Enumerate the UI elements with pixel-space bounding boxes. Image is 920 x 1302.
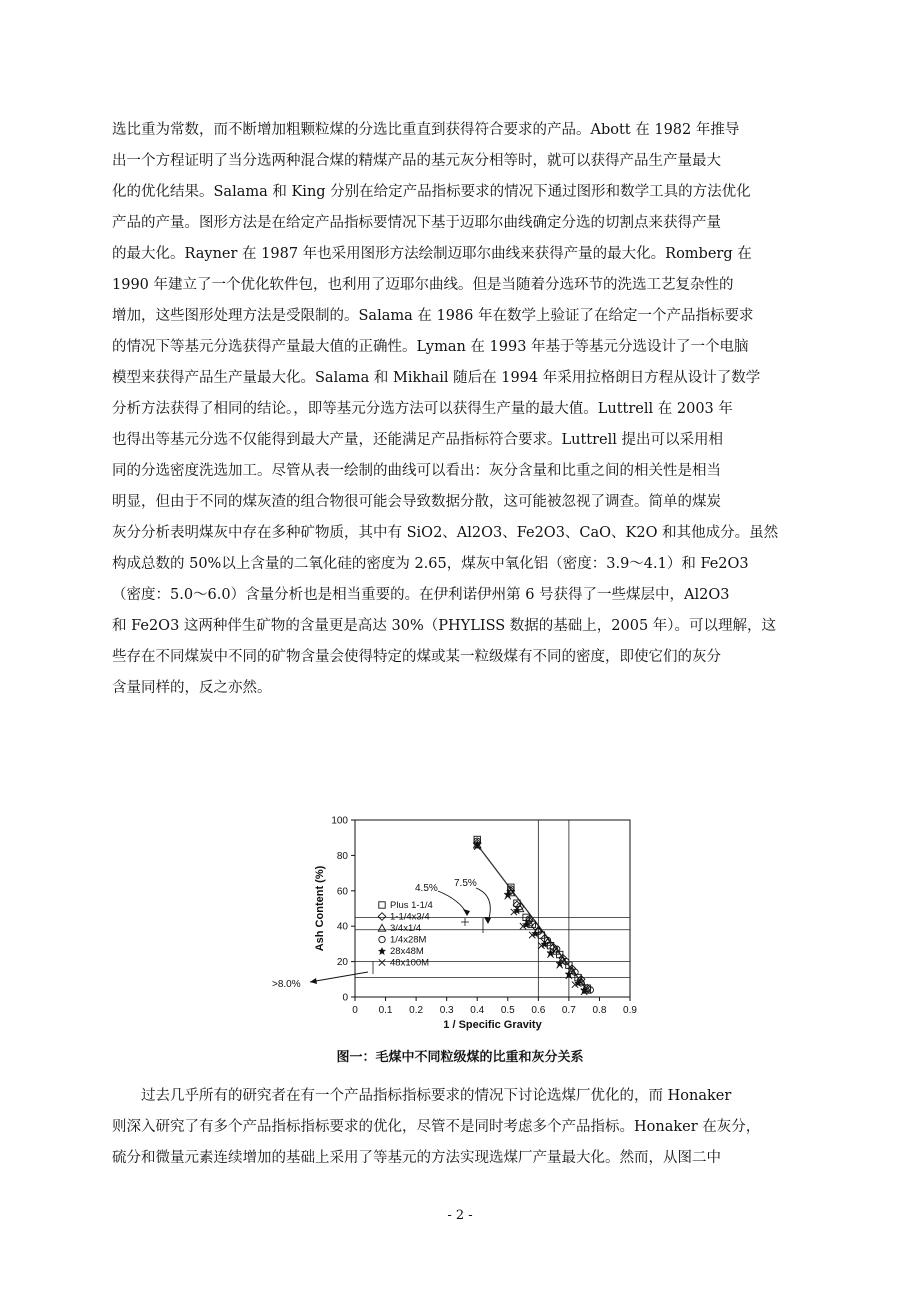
text-line: 增加，这些图形处理方法是受限制的。Salama 在 1986 年在数学上验证了在给定一个产品指标要求 [112,308,754,324]
annotation-label: 7.5% [454,878,477,889]
annotation-arrow [310,972,368,982]
text-line: 的情况下等基元分选获得产量最大值的正确性。Lyman 在 1993 年基于等基元分选设计了一个电脑 [112,339,749,355]
legend-marker [379,959,385,965]
text-line: 选比重为常数，而不断增加粗颗粒煤的分选比重直到获得符合要求的产品。Abott 在 1982 年推导 [112,122,740,138]
text-line: 硫分和微量元素连续增加的基础上采用了等基元的方法实现选煤厂产量最大化。然而，从图二中 [112,1150,721,1166]
legend-marker [379,936,385,942]
x-tick-label: 0.5 [500,1005,515,1016]
legend-marker [378,947,386,955]
legend-marker [379,902,385,908]
text-line: 过去几乎所有的研究者在有一个产品指标指标要求的情况下讨论选煤厂优化的，而 Honaker [112,1088,732,1104]
text-line: 些存在不同煤炭中不同的矿物含量会使得特定的煤或某一粒级煤有不同的密度，即使它们的灰分 [112,649,721,665]
x-tick-label: 0.2 [409,1005,424,1016]
range-bracket [461,918,469,926]
x-tick-label: 0 [352,1005,358,1016]
y-tick-label: 60 [336,886,348,898]
x-tick-label: 0.4 [470,1005,485,1016]
text-line: （密度：5.0～6.0）含量分析也是相当重要的。在伊利诺伊州第 6 号获得了一些煤层中，Al2O3 [112,587,730,603]
figure-caption: 图一：毛煤中不同粒级煤的比重和灰分关系 [336,1050,584,1065]
body-paragraph-1 [112,115,812,704]
text-line: 构成总数的 50%以上含量的二氧化硅的密度为 2.65，煤灰中氧化铝（密度：3.9～4.1）和 Fe2O3 [112,556,749,572]
text-line: 1990 年建立了一个优化软件包，也利用了迈耶尔曲线。但是当随着分选环节的洗选工艺复杂性的 [112,277,734,293]
legend-label: 1-1/4x3/4 [390,911,430,923]
legend-label: 48x100M [390,957,430,969]
text-line: 和 Fe2O3 这两种伴生矿物的含量更是高达 30%（PHYLISS 数据的基础上，2005 年）。可以理解，这 [112,618,777,634]
text-line: 则深入研究了有多个产品指标指标要求的优化，尽管不是同时考虑多个产品指标。Honaker 在灰分， [112,1119,761,1135]
text-line: 灰分分析表明煤灰中存在多种矿物质，其中有 SiO2、Al2O3、Fe2O3、CaO、K2O 和其他成分。虽然 [112,525,779,541]
legend-label: 1/4x28M [390,934,427,946]
text-line: 同的分选密度洗选加工。尽管从表一绘制的曲线可以看出：灰分含量和比重之间的相关性是相当 [112,463,721,479]
legend-marker [378,913,386,921]
annotation-arrow [438,891,467,914]
data-point-series-5 [513,906,521,914]
x-tick-label: 0.9 [623,1005,637,1016]
arrow-head [484,917,491,924]
data-point-series-5 [504,890,512,898]
x-tick-label: 0.1 [378,1005,393,1016]
text-line: 出一个方程证明了当分选两种混合煤的精煤产品的基元灰分相等时，就可以获得产品生产量最大 [112,153,721,169]
text-line: 也得出等基元分选不仅能得到最大产量，还能满足产品指标符合要求。Luttrell 提出可以采用相 [112,432,724,448]
y-tick-label: 40 [336,921,348,933]
x-tick-label: 0.3 [439,1005,454,1016]
y-axis-label: Ash Content (%) [314,865,326,952]
text-line: 的最大化。Rayner 在 1987 年也采用图形方法绘制迈耶尔曲线来获得产量的最大化。Romberg 在 [112,246,752,262]
x-tick-label: 0.7 [561,1005,576,1016]
legend-label: 3/4x1/4 [390,923,422,934]
page-number: - 2 - [447,1208,473,1223]
y-tick-label: 20 [336,957,348,969]
text-line: 化的优化结果。Salama 和 King 分别在给定产品指标要求的情况下通过图形和数学工具的方法优化 [112,184,751,200]
annotation-label: >8.0% [272,979,301,990]
text-line: 产品的产量。图形方法是在给定产品指标要情况下基于迈耶尔曲线确定分选的切割点来获得产量 [112,215,721,231]
legend-label: 28x48M [390,946,424,957]
y-tick-label: 100 [331,815,348,827]
text-line: 明显，但由于不同的煤灰渣的组合物很可能会导致数据分散，这可能被忽视了调查。简单的煤炭 [112,494,721,510]
annotation-arrow [476,888,490,922]
legend-label: Plus 1-1/4 [390,900,433,911]
text-line: 含量同样的，反之亦然。 [112,680,272,696]
ash-vs-specific-gravity-chart [260,812,660,1034]
arrow-head [463,909,470,916]
y-tick-label: 0 [342,992,348,1004]
x-tick-label: 0.8 [592,1005,607,1016]
arrow-head [310,978,317,984]
x-tick-label: 0.6 [531,1005,546,1016]
body-paragraph-2 [112,1081,812,1174]
x-axis-label: 1 / Specific Gravity [443,1019,542,1031]
text-line: 模型来获得产品生产量最大化。Salama 和 Mikhail 随后在 1994 年采用拉格朗日方程从设计了数学 [112,370,761,386]
y-tick-label: 80 [336,850,348,862]
annotation-label: 4.5% [415,883,438,894]
legend-marker [378,924,385,931]
text-line: 分析方法获得了相同的结论。，即等基元分选方法可以获得生产量的最大值。Luttrell 在 2003 年 [112,401,733,417]
